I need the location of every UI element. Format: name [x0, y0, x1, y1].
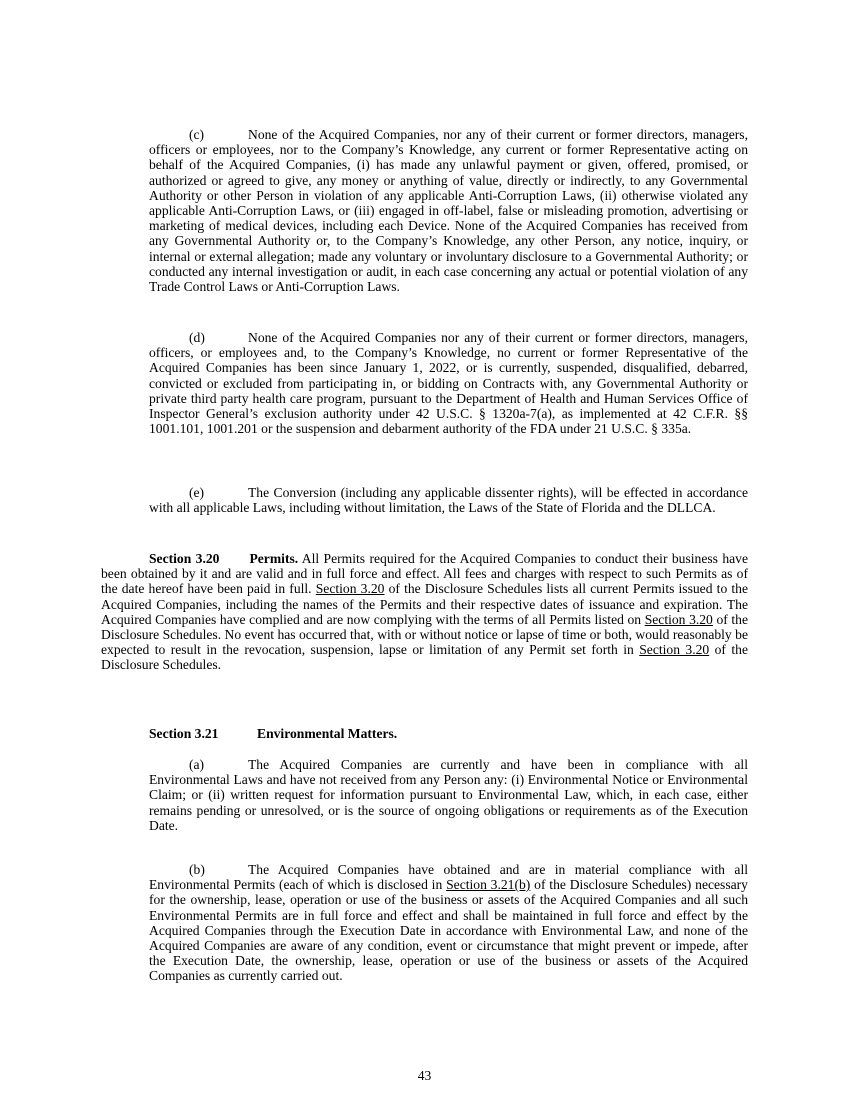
- subsection-e-text: The Conversion (including any applicable dissenter rights), will be effected in accordance with all applicable Laws, including without limitation, the Laws of the State of Florida and the DLLCA.: [149, 485, 748, 516]
- section-3-21-b-text-1: The Acquired Companies have obtained and are in material compliance with all Environmental Permits (each of which is disclosed in: [149, 862, 748, 893]
- section-3-20-ref-3[interactable]: Section 3.20: [639, 642, 710, 658]
- section-3-21-b-label: (b): [189, 862, 205, 877]
- section-3-20-number: Section 3.20: [149, 551, 220, 566]
- section-3-21-heading: [149, 726, 397, 741]
- section-3-21-a-text: The Acquired Companies are currently and have been in compliance with all Environmental Laws and have not received from any Person any: (i) Environmental Notice or Environmental Claim; or (ii) written request for information pursuant to Environmental Law, which, in each case, either remains pending or unresolved, or is the source of ongoing obligations or requirements as of the Execution Date.: [149, 757, 748, 833]
- section-3-20-title: Permits.: [249, 551, 299, 566]
- subsection-d: [149, 330, 748, 436]
- subsection-e-label: (e): [189, 485, 205, 500]
- section-3-21-subsection-b: [149, 862, 748, 984]
- subsection-d-label: (d): [189, 330, 205, 345]
- page-number: 43: [417, 1068, 432, 1083]
- section-3-21-b-ref[interactable]: Section 3.21(b): [446, 877, 531, 893]
- section-3-21-subsection-a: [149, 757, 748, 833]
- section-3-20-ref-1[interactable]: Section 3.20: [315, 581, 385, 597]
- section-3-20-text-4: of the Disclosure Schedules.: [101, 642, 748, 673]
- section-3-21-number: Section 3.21: [149, 726, 219, 741]
- subsection-d-text: None of the Acquired Companies nor any of their current or former directors, managers, officers, or employees and, to the Company’s Knowledge, no current or former Representative of the Acquired Companies has been since January 1, 2022, or is currently, suspended, disqualified, debarred, convicted or excluded from participating in, or bidding on Contracts with, any Governmental Authority or private third party health care program, pursuant to the Department of Health and Human Services Office of Inspector General’s exclusion authority under 42 U.S.C. § 1320a-7(a), as implemented at 42 C.F.R. §§ 1001.101, 1001.201 or the suspension and debarment authority of the FDA under 21 U.S.C. § 335a.: [149, 330, 748, 437]
- section-3-20-ref-2[interactable]: Section 3.20: [644, 611, 713, 627]
- subsection-c-label: (c): [189, 127, 205, 142]
- section-3-20-text-1: All Permits required for the Acquired Companies to conduct their business have been obtained by it and are valid and in full force and effect. All fees and charges with respect to such Permits as of the date hereof have been paid in full.: [101, 551, 748, 597]
- section-3-21-a-label: (a): [189, 757, 205, 772]
- section-3-21-title: Environmental Matters.: [257, 726, 398, 741]
- subsection-e: [149, 485, 748, 515]
- section-3-20: [101, 551, 748, 673]
- section-3-20-text-2: of the Disclosure Schedules lists all current Permits issued to the Acquired Companies, including the names of the Permits and their respective dates of issuance and expiration. The Acquired Companies have complied and are now complying with the terms of all Permits listed on: [101, 581, 748, 627]
- section-3-21-b-text-2: of the Disclosure Schedules) necessary for the ownership, lease, operation or use of the business or assets of the Acquired Companies and all such Environmental Permits are in full force and effect and shall be maintained in full force and effect by the Acquired Companies through the Execution Date in accordance with Environmental Law, and none of the Acquired Companies are aware of any condition, event or circumstance that might prevent or impede, after the Execution Date, the ownership, lease, operation or use of the business or assets of the Acquired Companies as currently carried out.: [149, 877, 748, 984]
- subsection-c: [149, 127, 748, 294]
- section-3-20-text-3: of the Disclosure Schedules. No event has occurred that, with or without notice or lapse of time or both, would reasonably be expected to result in the revocation, suspension, lapse or limitation of any Permit set forth in: [101, 611, 748, 658]
- subsection-c-text: None of the Acquired Companies, nor any of their current or former directors, managers, officers or employees, nor to the Company’s Knowledge, any current or former Representative acting on behalf of the Acquired Companies, (i) has made any unlawful payment or given, offered, promised, or authorized or agreed to give, any money or anything of value, directly or indirectly, to any Governmental Authority or other Person in violation of any applicable Anti-Corruption Laws, (ii) otherwise violated any applicable Anti-Corruption Laws, or (iii) engaged in off-label, false or misleading promotion, advertising or marketing of medical devices, including each Device. None of the Acquired Companies has received from any Governmental Authority or, to the Company’s Knowledge, any other Person, any notice, inquiry, or internal or external allegation; made any voluntary or involuntary disclosure to a Governmental Authority; or conducted any internal investigation or audit, in each case concerning any actual or potential violation of any Trade Control Laws or Anti-Corruption Laws.: [149, 127, 748, 295]
